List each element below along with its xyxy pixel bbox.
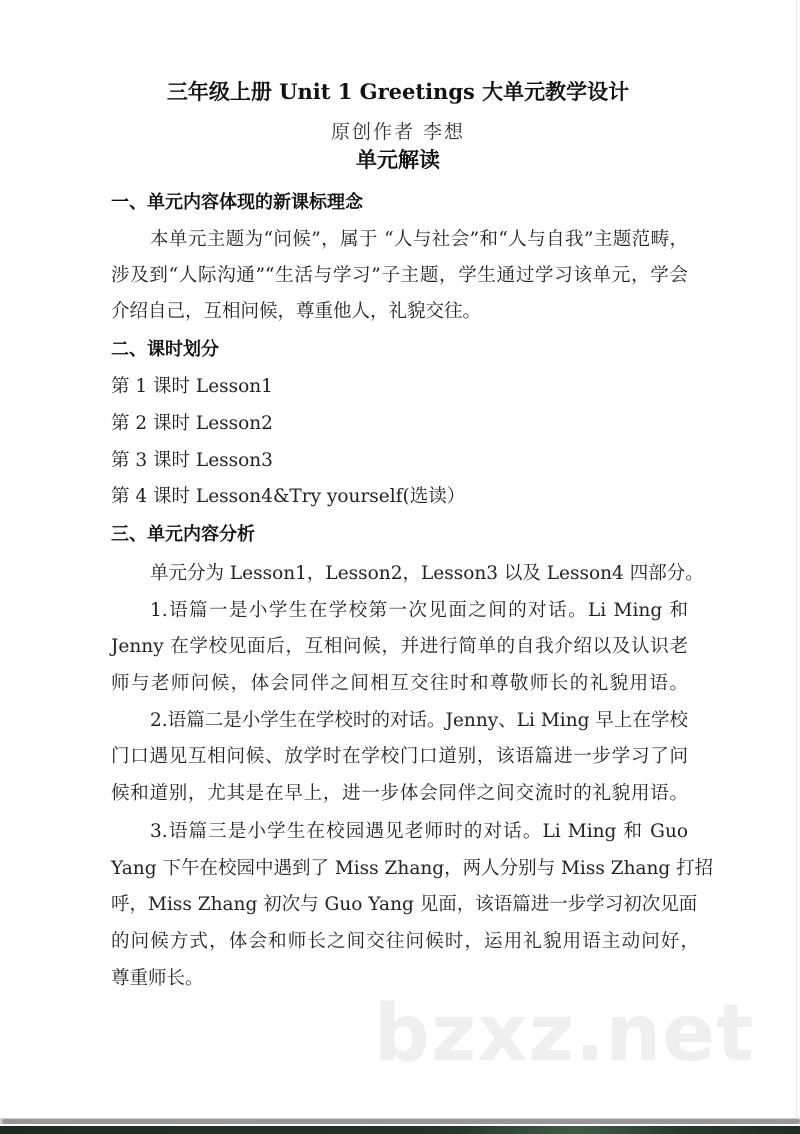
paragraph-line: 候和道别，尤其是在早上，进一步体会同伴之间交流时的礼貌用语。 — [111, 783, 688, 804]
paragraph-line: 单元分为 Lesson1，Lesson2，Lesson3 以及 Lesson4 四部分。 — [150, 563, 704, 584]
paragraph-line: 门口遇见互相问候、放学时在学校门口道别，该语篇进一步学习了问 — [111, 746, 688, 767]
section-heading-2: 二、课时划分 — [111, 339, 219, 360]
paragraph-line: 2.语篇二是小学生在学校时的对话。Jenny、Li Ming 早上在学校 — [150, 710, 688, 731]
watermark-text: bzxz.net — [374, 989, 755, 1079]
horizontal-scrollbar-thumb[interactable] — [2, 1119, 800, 1124]
paragraph-line: 1.语篇一是小学生在学校第一次见面之间的对话。Li Ming 和 — [150, 600, 688, 621]
paragraph-line: 本单元主题为“问候”，属于 “人与社会”和“人与自我”主题范畴， — [150, 229, 688, 250]
lesson-item-2: 第 2 课时 Lesson2 — [111, 413, 273, 434]
paragraph-line: 尊重师长。 — [111, 968, 204, 989]
document-subtitle: 单元解读 — [356, 148, 440, 172]
paragraph-line: 介绍自己，互相问候，尊重他人，礼貌交往。 — [111, 301, 482, 322]
section-heading-1: 一、单元内容体现的新课标理念 — [111, 192, 363, 213]
section-heading-3: 三、单元内容分析 — [111, 524, 255, 545]
paragraph-line: Jenny 在学校见面后，互相问候，并进行简单的自我介绍以及认识老 — [111, 636, 688, 657]
lesson-item-4: 第 4 课时 Lesson4&Try yourself(选读） — [111, 486, 466, 507]
lesson-item-3: 第 3 课时 Lesson3 — [111, 450, 273, 471]
paragraph-line: 的问候方式，体会和师长之间交往问候时，运用礼貌用语主动问好， — [111, 931, 699, 952]
background-strip — [0, 1126, 800, 1134]
paragraph-line: 涉及到“人际沟通”“生活与学习”子主题，学生通过学习该单元，学会 — [111, 265, 688, 286]
paragraph-line: 3.语篇三是小学生在校园遇见老师时的对话。Li Ming 和 Guo — [150, 821, 688, 842]
paragraph-line: 师与老师问候，体会同伴之间相互交往时和尊敬师长的礼貌用语。 — [111, 673, 688, 694]
document-title: 三年级上册 Unit 1 Greetings 大单元教学设计 — [166, 79, 630, 104]
lesson-item-1: 第 1 课时 Lesson1 — [111, 376, 273, 397]
paragraph-line: Yang 下午在校园中遇到了 Miss Zhang，两人分别与 Miss Zhang 打招 — [111, 858, 714, 879]
document-author: 原创作者 李想 — [330, 121, 466, 143]
paragraph-line: 呼，Miss Zhang 初次与 Guo Yang 见面，该语篇进一步学习初次见面 — [111, 894, 698, 915]
